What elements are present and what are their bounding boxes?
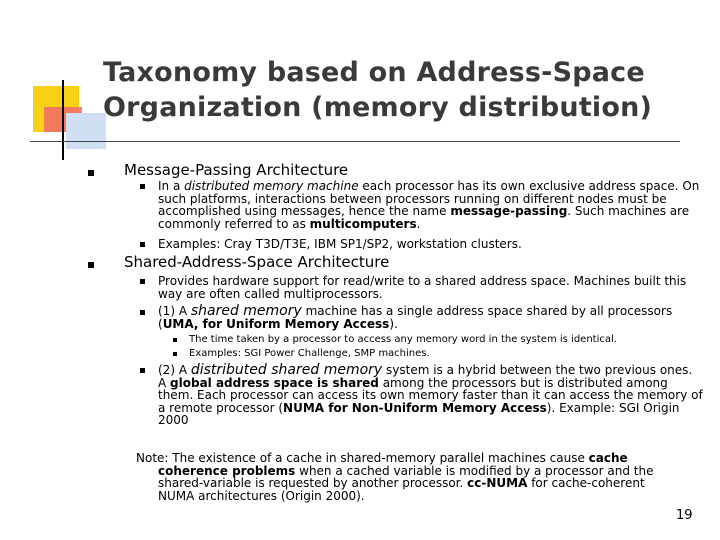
bullet-square (173, 338, 177, 342)
shared-memory-description: (1) A shared memory machine has a single address space shared by all processors (UMA, for Uniform Memory Access). (158, 303, 673, 331)
slide-title (103, 55, 703, 125)
bullet-square (140, 184, 145, 189)
message-passing-examples: Examples: Cray T3D/T3E, IBM SP1/SP2, workstation clusters. (158, 237, 522, 251)
bullet-square (140, 310, 145, 315)
title-line-1: Taxonomy based on Address-Space (103, 57, 645, 88)
decor-vertical-line (62, 80, 64, 160)
bullet-square (88, 262, 94, 268)
bullet-square (88, 170, 94, 176)
distributed-shared-memory-description: (2) A distributed shared memory system is a hybrid between the two previous ones. A global address space is shared among the processors but is distributed among them. Each processor can access its own memory faster than it can access the memory of a remote processor (NUMA for Non-Uniform Memory Access). Example: SGI Origin 2000 (158, 362, 703, 427)
bullet-square (140, 279, 145, 284)
section-heading-message-passing: Message-Passing Architecture (124, 161, 349, 179)
bullet-square (173, 352, 177, 356)
uma-detail-access-time: The time taken by a processor to access any memory word in the system is identical. (189, 334, 617, 345)
bullet-square (140, 368, 145, 373)
title-divider (30, 141, 680, 142)
bullet-square (140, 242, 145, 247)
title-line-2: Organization (memory distribution) (103, 92, 653, 123)
uma-detail-examples: Examples: SGI Power Challenge, SMP machines. (189, 348, 430, 359)
message-passing-description: In a distributed memory machine each processor has its own exclusive address space. On such platforms, interactions between processors running on different nodes must be accomplished using messages, hence the name message-passing. Such machines are commonly referred to as multicomputers. (158, 179, 700, 231)
cache-coherence-note: Note: The existence of a cache in shared-memory parallel machines cause cache coherence problems when a cached variable is modified by a processor and the shared-variable is requested by another processor. cc-NUMA for cache-coherent NUMA architectures (Origin 2000). (136, 451, 654, 503)
page-number: 19 (676, 508, 693, 523)
section-heading-shared-address-space: Shared-Address-Space Architecture (124, 253, 390, 271)
decor-blue-square (66, 113, 106, 149)
shared-address-space-description: Provides hardware support for read/write to a shared address space. Machines built this way are often called multiprocessors. (158, 274, 687, 301)
